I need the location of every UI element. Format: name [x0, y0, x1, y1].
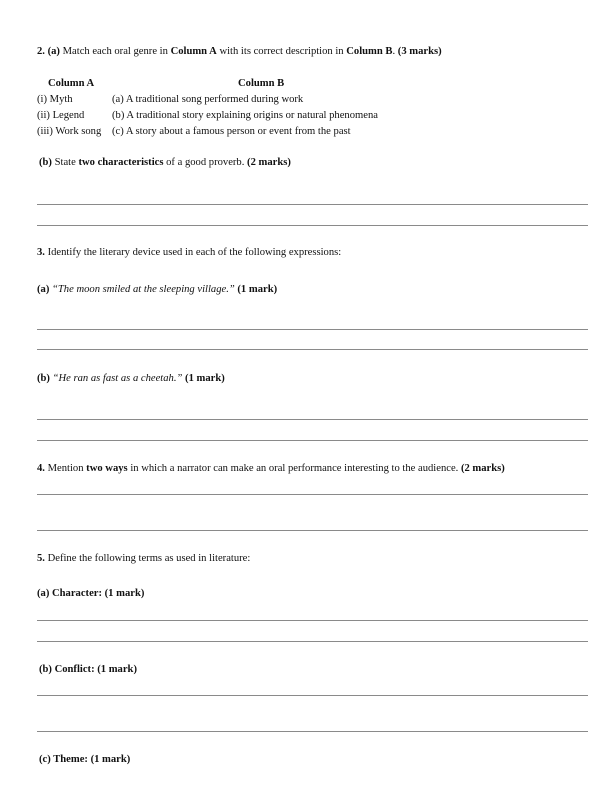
q3-number: 3.: [37, 247, 45, 258]
answer-line: [37, 204, 588, 205]
q2-prompt-text-1: Match each oral genre in: [62, 46, 168, 57]
q2-number: 2.: [37, 46, 45, 57]
q3-part-a: [37, 283, 277, 296]
answer-line: [37, 440, 588, 441]
q5-text: Define the following terms as used in literature:: [47, 553, 251, 564]
column-b-item: (b) A traditional story explaining origins or natural phenomena: [112, 110, 378, 121]
q4-prompt: [37, 462, 505, 475]
q2-part-a-label: (a): [47, 46, 60, 57]
q3-part-b: [37, 372, 225, 385]
column-b-header: Column B: [238, 78, 285, 89]
column-a-header: Column A: [48, 78, 95, 89]
q5-number: 5.: [37, 553, 45, 564]
q4-text-1: Mention: [47, 463, 84, 474]
q5-part-c: (c) Theme: (1 mark): [39, 754, 131, 765]
q3-part-a-label: (a): [37, 284, 50, 295]
q2-part-b: [39, 156, 291, 169]
q2-prompt-text-3: .: [392, 46, 396, 57]
answer-line: [37, 695, 588, 696]
q3-part-b-marks: (1 mark): [185, 373, 225, 384]
q2-prompt: [37, 45, 442, 58]
column-b-item: (a) A traditional song performed during work: [112, 94, 304, 105]
q3-part-b-quote: “He ran as fast as a cheetah.”: [52, 373, 183, 384]
answer-line: [37, 225, 588, 226]
q4-number: 4.: [37, 463, 45, 474]
q4-bold: two ways: [86, 463, 128, 474]
q3-prompt: [37, 246, 341, 259]
column-a-item: (i) Myth: [37, 94, 73, 105]
answer-line: [37, 349, 588, 350]
column-a-item: (iii) Work song: [37, 126, 102, 137]
q5-part-b: (b) Conflict: (1 mark): [39, 664, 137, 675]
q5-part-a: (a) Character: (1 mark): [37, 588, 145, 599]
q2-part-b-marks: (2 marks): [247, 157, 291, 168]
q2-column-b-ref: Column B: [346, 46, 393, 57]
q4-marks: (2 marks): [460, 463, 505, 474]
q2-column-a-ref: Column A: [170, 46, 217, 57]
q2-part-b-label: (b): [39, 157, 52, 168]
answer-line: [37, 494, 588, 495]
q3-part-b-label: (b): [37, 373, 50, 384]
q3-part-a-marks: (1 mark): [237, 284, 278, 295]
answer-line: [37, 620, 588, 621]
q3-text: Identify the literary device used in each of the following expressions:: [47, 247, 342, 258]
q5-prompt: [37, 552, 250, 565]
answer-line: [37, 419, 588, 420]
q2-prompt-text-2: with its correct description in: [219, 46, 344, 57]
q3-part-a-quote: “The moon smiled at the sleeping village.”: [52, 284, 235, 295]
answer-line: [37, 530, 588, 531]
column-a-item: (ii) Legend: [37, 110, 85, 121]
answer-line: [37, 731, 588, 732]
column-b-item: (c) A story about a famous person or event from the past: [112, 126, 351, 137]
answer-line: [37, 329, 588, 330]
q2-marks: (3 marks): [397, 46, 442, 57]
q4-text-2: in which a narrator can make an oral performance interesting to the audience.: [130, 463, 459, 474]
q2-part-b-bold: two characteristics: [78, 157, 164, 168]
q2-part-b-text-1: State: [54, 157, 76, 168]
q2-part-b-text-2: of a good proverb.: [166, 157, 245, 168]
answer-line: [37, 641, 588, 642]
